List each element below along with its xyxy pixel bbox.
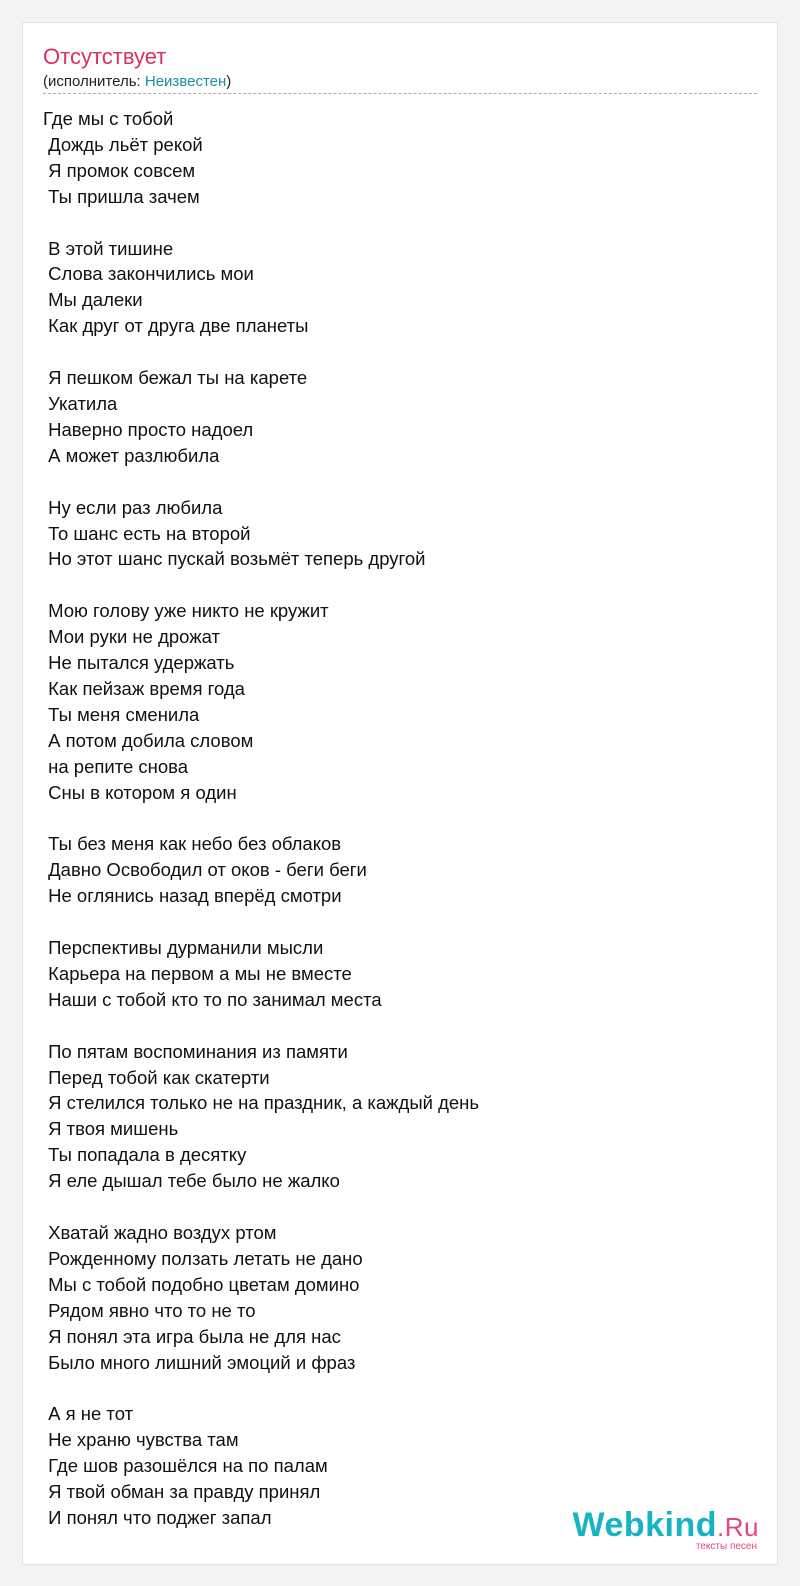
- lyric-line: Рожденному ползать летать не дано: [43, 1247, 363, 1269]
- lyric-line: Где мы с тобой: [43, 108, 174, 129]
- lyric-line: [43, 469, 479, 495]
- lyric-line: Слова закончились мои: [43, 263, 254, 285]
- lyric-line: Давно Освободил от оков - беги беги: [43, 859, 367, 881]
- lyric-line: Я понял эта игра была не для нас: [43, 1325, 341, 1347]
- lyric-line: [43, 572, 479, 598]
- lyric-line: на репите снова: [43, 755, 189, 777]
- lyric-line: Было много лишний эмоций и фраз: [43, 1351, 356, 1373]
- lyric-line: Я твоя мишень: [43, 1118, 179, 1140]
- lyric-line: Сны в котором я один: [43, 781, 237, 803]
- lyric-line: Наши с тобой кто то по занимал места: [43, 988, 382, 1010]
- logo-wordmark: [572, 1507, 759, 1545]
- lyric-line: Рядом явно что то не то: [43, 1299, 256, 1321]
- lyric-line: [43, 210, 479, 236]
- lyric-line: Мои руки не дрожат: [43, 626, 220, 648]
- lyric-line: И понял что поджег запал: [43, 1506, 272, 1528]
- lyric-line: [43, 1013, 479, 1039]
- lyric-line: Укатила: [43, 392, 118, 414]
- lyric-line: [43, 339, 479, 365]
- lyric-line: Мы с тобой подобно цветам домино: [43, 1273, 360, 1295]
- lyric-line: А может разлюбила: [43, 444, 220, 466]
- lyric-line: Не пытался удержать: [43, 652, 235, 674]
- lyric-line: [43, 1194, 479, 1220]
- lyric-line: Но этот шанс пускай возьмёт теперь другой: [43, 548, 426, 570]
- lyric-line: А я не тот: [43, 1403, 134, 1425]
- lyric-line: Перспективы дурманили мысли: [43, 937, 324, 958]
- lyric-line: Дождь льёт рекой: [43, 133, 203, 155]
- lyric-line: Я стелился только не на праздник, а каждый день: [43, 1092, 480, 1114]
- lyrics-text: [43, 106, 479, 1531]
- lyric-line: [43, 909, 479, 935]
- song-title: Отсутствует: [43, 44, 167, 69]
- logo-tld: .Ru: [717, 1512, 759, 1542]
- lyric-line: Мою голову уже никто не кружит: [43, 600, 329, 622]
- logo-main-text: Webkind: [572, 1506, 718, 1544]
- artist-line: [43, 72, 231, 92]
- lyric-line: Я еле дышал тебе было не жалко: [43, 1170, 340, 1192]
- artist-prefix: (исполнитель:: [43, 73, 145, 90]
- artist-suffix: ): [226, 73, 232, 90]
- lyric-line: Ты меня сменила: [43, 703, 200, 725]
- artist-link[interactable]: Неизвестен: [144, 73, 227, 90]
- lyric-line: Я промок совсем: [43, 159, 196, 181]
- lyric-line: По пятам воспоминания из памяти: [43, 1040, 348, 1062]
- lyric-line: Не храню чувства там: [43, 1429, 239, 1451]
- lyric-line: Мы далеки: [43, 289, 143, 311]
- lyric-line: Как друг от друга две планеты: [43, 315, 309, 337]
- lyric-line: Ты пришла зачем: [43, 185, 200, 207]
- lyric-line: Не оглянись назад вперёд смотри: [43, 885, 342, 907]
- lyric-line: Как пейзаж время года: [43, 677, 245, 699]
- lyric-line: Наверно просто надоел: [43, 418, 254, 440]
- lyric-line: В этой тишине: [43, 237, 174, 259]
- title-divider: [43, 93, 757, 94]
- lyric-line: Ты без меня как небо без облаков: [43, 833, 342, 855]
- lyric-line: Карьера на первом а мы не вместе: [43, 962, 352, 984]
- lyric-line: Перед тобой как скатерти: [43, 1066, 270, 1088]
- lyric-line: Где шов разошёлся на по палам: [43, 1455, 328, 1477]
- lyric-line: А потом добила словом: [43, 729, 254, 751]
- lyric-line: Ну если раз любила: [43, 496, 223, 518]
- lyric-line: То шанс есть на второй: [43, 522, 251, 544]
- logo-tagline: тексты песен: [695, 1541, 757, 1552]
- site-logo[interactable]: [572, 1507, 759, 1553]
- lyrics-card: [22, 22, 778, 1565]
- lyric-line: Хватай жадно воздух ртом: [43, 1221, 277, 1243]
- lyric-line: [43, 805, 479, 831]
- lyric-line: Ты попадала в десятку: [43, 1144, 247, 1166]
- lyric-line: Я твой обман за правду принял: [43, 1481, 321, 1503]
- lyric-line: Я пешком бежал ты на карете: [43, 367, 308, 389]
- lyric-line: [43, 1375, 479, 1401]
